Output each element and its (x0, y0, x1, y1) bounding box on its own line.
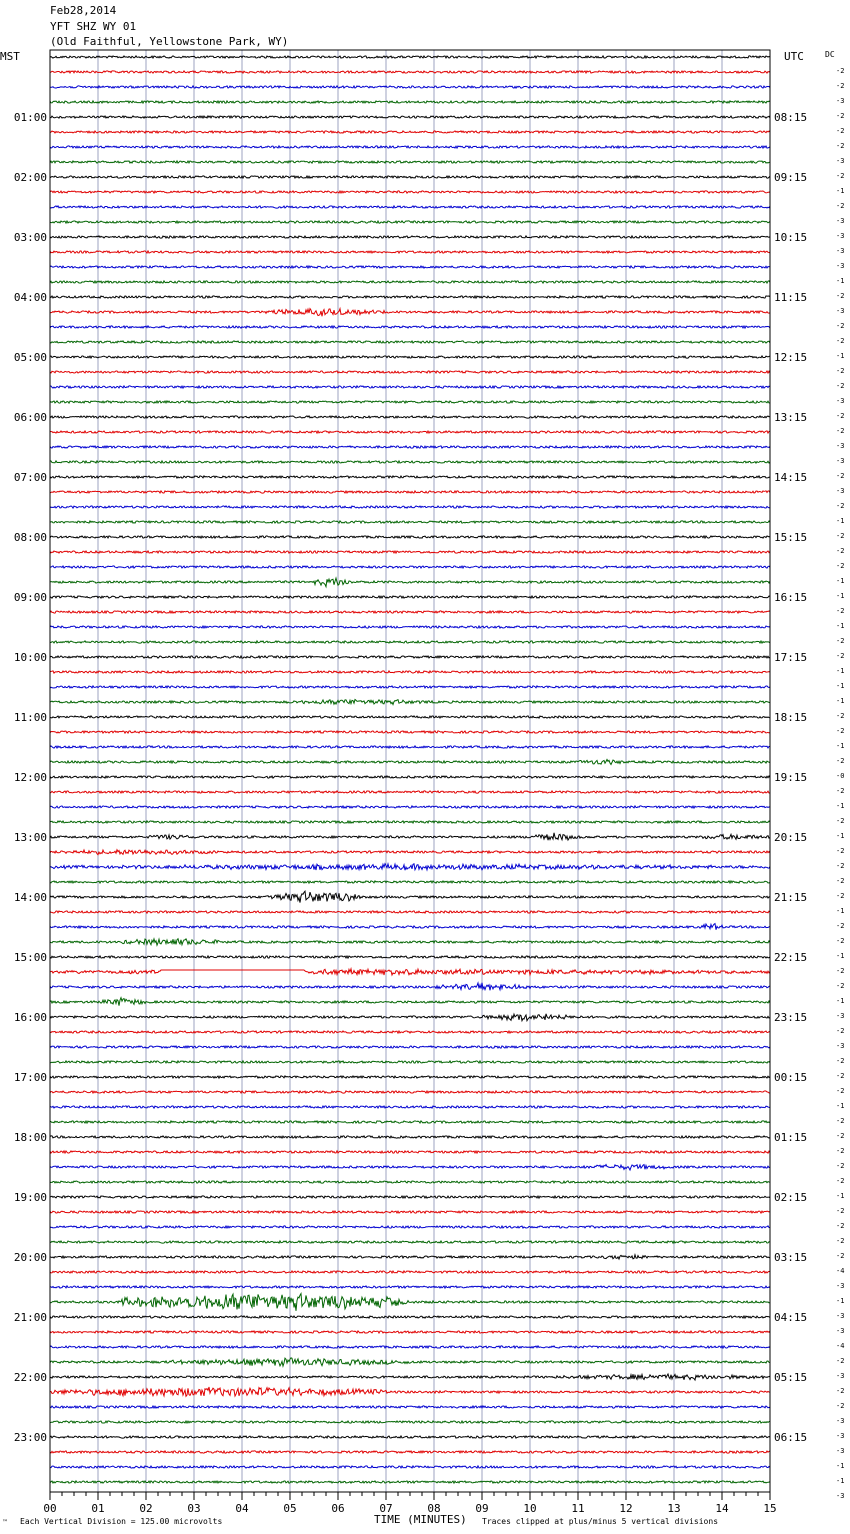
dc-offset-label: -2 (836, 1072, 845, 1080)
trace-line (50, 671, 770, 673)
trace-line (50, 1136, 770, 1138)
dc-offset-label: -3 (836, 1327, 845, 1335)
station-code: YFT SHZ WY 01 (50, 20, 137, 33)
dc-offset-label: -2 (836, 142, 845, 150)
trace-line (50, 641, 770, 643)
trace-line (50, 891, 770, 902)
trace-line (50, 356, 770, 358)
dc-offset-label: -2 (836, 1222, 845, 1230)
trace-line (50, 911, 770, 913)
x-tick-label: 00 (43, 1502, 57, 1515)
trace-line (50, 521, 770, 523)
dc-offset-label: -1 (836, 907, 845, 915)
utc-hour-label: 05:15 (774, 1371, 808, 1384)
dc-offset-label: -1 (836, 832, 845, 840)
trace-line (50, 176, 770, 178)
trace-line (50, 416, 770, 418)
dc-offset-label: -1 (836, 1477, 845, 1485)
x-tick-label: 04 (235, 1502, 249, 1515)
mst-hour-label: 07:00 (13, 471, 47, 484)
utc-hour-label: 03:15 (774, 1251, 808, 1264)
dc-offset-label: -3 (836, 1042, 845, 1050)
trace-line (50, 821, 770, 823)
mst-hour-label: 14:00 (13, 891, 47, 904)
dc-offset-label: -2 (836, 502, 845, 510)
dc-offset-label: -2 (836, 727, 845, 735)
trace-line (50, 1406, 770, 1408)
mst-hour-label: 18:00 (13, 1131, 47, 1144)
mst-hour-label: 08:00 (13, 531, 47, 544)
trace-line (50, 1211, 770, 1213)
trace-line (50, 101, 770, 103)
trace-line (50, 969, 770, 975)
right-axis-title: UTC (784, 50, 804, 63)
dc-offset-label: -4 (836, 1342, 845, 1350)
trace-line (50, 1286, 770, 1288)
trace-line (50, 1061, 770, 1063)
utc-hour-label: 12:15 (774, 351, 808, 364)
utc-hour-label: 13:15 (774, 411, 808, 424)
x-tick-label: 14 (715, 1502, 729, 1515)
trace-line (50, 1014, 770, 1021)
trace-line (50, 578, 770, 587)
dc-offset-label: -1 (836, 517, 845, 525)
trace-line (50, 446, 770, 448)
dc-offset-label: -1 (836, 352, 845, 360)
trace-line (50, 1255, 770, 1259)
mst-hour-label: 11:00 (13, 711, 47, 724)
dc-offset-label: -2 (836, 967, 845, 975)
trace-line (50, 1031, 770, 1033)
trace-line (50, 1106, 770, 1108)
dc-title: DC (825, 50, 835, 59)
mst-hour-label: 06:00 (13, 411, 47, 424)
trace-line (50, 864, 770, 871)
dc-offset-label: -3 (836, 232, 845, 240)
scale-note: Each Vertical Division = 125.00 microvolts (20, 1517, 223, 1526)
trace-line (50, 56, 770, 58)
x-tick-label: 06 (331, 1502, 345, 1515)
x-tick-label: 07 (379, 1502, 393, 1515)
dc-offset-label: -2 (836, 1252, 845, 1260)
dc-offset-label: -2 (836, 1162, 845, 1170)
mst-hour-label: 12:00 (13, 771, 47, 784)
utc-hour-label: 16:15 (774, 591, 808, 604)
dc-offset-label: -2 (836, 322, 845, 330)
trace-line (50, 1076, 770, 1078)
dc-offset-label: -2 (836, 787, 845, 795)
trace-line (50, 716, 770, 718)
trace-line (50, 1316, 770, 1318)
dc-offset-label: -3 (836, 442, 845, 450)
trace-line (50, 1436, 770, 1438)
trace-line (50, 1226, 770, 1228)
dc-offset-label: -2 (836, 127, 845, 135)
utc-hour-label: 21:15 (774, 891, 808, 904)
dc-offset-label: -3 (836, 97, 845, 105)
dc-offset-label: -2 (836, 757, 845, 765)
x-tick-label: 02 (139, 1502, 153, 1515)
trace-line (50, 476, 770, 478)
dc-offset-label: -0 (836, 772, 845, 780)
dc-offset-label: -3 (836, 157, 845, 165)
mst-hour-label: 09:00 (13, 591, 47, 604)
trace-line (50, 1374, 770, 1380)
trace-line (50, 1346, 770, 1348)
x-tick-label: 13 (667, 1502, 681, 1515)
trace-line (50, 206, 770, 208)
trace-line (50, 776, 770, 778)
trace-line (50, 686, 770, 688)
trace-line (50, 371, 770, 373)
x-axis-title: TIME (MINUTES) (374, 1513, 467, 1526)
dc-offset-label: -3 (836, 1417, 845, 1425)
x-tick-label: 10 (523, 1502, 537, 1515)
dc-offset-label: -1 (836, 952, 845, 960)
trace-line (50, 1046, 770, 1048)
utc-hour-label: 01:15 (774, 1131, 808, 1144)
trace-line (50, 881, 770, 883)
trace-line (50, 924, 770, 930)
dc-offset-label: -2 (836, 712, 845, 720)
dc-offset-label: -2 (836, 1387, 845, 1395)
trace-line (50, 161, 770, 163)
trace-line (50, 1151, 770, 1153)
dc-offset-label: -1 (836, 667, 845, 675)
utc-hour-label: 11:15 (774, 291, 808, 304)
dc-offset-label: -2 (836, 337, 845, 345)
trace-line (50, 221, 770, 223)
trace-line (50, 998, 770, 1006)
trace-line (50, 983, 770, 991)
trace-line (50, 386, 770, 388)
dc-offset-label: -1 (836, 697, 845, 705)
dc-offset-label: -2 (836, 1087, 845, 1095)
trace-line (50, 1271, 770, 1273)
left-hour-labels (14, 111, 47, 1444)
dc-offset-label: -2 (836, 817, 845, 825)
utc-hour-label: 14:15 (774, 471, 808, 484)
utc-hour-label: 15:15 (774, 531, 808, 544)
dc-offset-label: -3 (836, 1282, 845, 1290)
trace-line (50, 956, 770, 958)
trace-line (50, 506, 770, 508)
mst-hour-label: 04:00 (13, 291, 47, 304)
trace-line (50, 116, 770, 118)
trace-line (50, 1165, 770, 1171)
trace-line (50, 191, 770, 193)
dc-offset-label: -2 (836, 982, 845, 990)
dc-offset-label: -2 (836, 1207, 845, 1215)
trace-line (50, 266, 770, 268)
dc-offset-label: -2 (836, 1057, 845, 1065)
trace-line (50, 760, 770, 765)
mst-hour-label: 01:00 (13, 111, 47, 124)
dc-offset-label: -2 (836, 1132, 845, 1140)
dc-offset-label: -3 (836, 1447, 845, 1455)
dc-offset-label: -1 (836, 742, 845, 750)
trace-line (50, 281, 770, 283)
trace-line (50, 326, 770, 328)
trace-line (50, 551, 770, 553)
dc-offset-label: -2 (836, 1027, 845, 1035)
trace-line (50, 1196, 770, 1198)
dc-offset-label: -2 (836, 67, 845, 75)
trace-line (50, 1181, 770, 1183)
footer-marker: ™ (2, 1519, 8, 1526)
trace-line (50, 939, 770, 946)
dc-offset-label: -1 (836, 277, 845, 285)
utc-hour-label: 22:15 (774, 951, 808, 964)
station-location: (Old Faithful, Yellowstone Park, WY) (50, 35, 289, 48)
trace-line (50, 700, 770, 705)
utc-hour-label: 17:15 (774, 651, 808, 664)
x-tick-label: 09 (475, 1502, 489, 1515)
dc-offset-label: -3 (836, 457, 845, 465)
mst-hour-label: 02:00 (13, 171, 47, 184)
trace-line (50, 833, 770, 840)
dc-offset-label: -2 (836, 472, 845, 480)
trace-line (50, 309, 770, 317)
dc-offset-label: -4 (836, 1267, 845, 1275)
dc-offset-label: -1 (836, 682, 845, 690)
trace-line (50, 146, 770, 148)
x-tick-label: 11 (571, 1502, 585, 1515)
dc-offset-label: -2 (836, 172, 845, 180)
dc-offset-label: -1 (836, 802, 845, 810)
dc-offset-label: -2 (836, 862, 845, 870)
left-axis-title: MST (0, 50, 20, 63)
trace-line (50, 850, 770, 855)
dc-offset-label: -1 (836, 1102, 845, 1110)
dc-offset-label: -2 (836, 637, 845, 645)
trace-line (50, 1331, 770, 1333)
trace-line (50, 536, 770, 538)
utc-hour-label: 04:15 (774, 1311, 808, 1324)
dc-offset-label: -2 (836, 1402, 845, 1410)
trace-line (50, 296, 770, 298)
mst-hour-label: 23:00 (13, 1431, 47, 1444)
x-tick-label: 05 (283, 1502, 297, 1515)
dc-offset-label: -3 (836, 1432, 845, 1440)
trace-line (50, 1241, 770, 1243)
mst-hour-label: 15:00 (13, 951, 47, 964)
dc-offset-label: -2 (836, 652, 845, 660)
dc-offset-label: -1 (836, 592, 845, 600)
dc-offset-label: -2 (836, 847, 845, 855)
x-tick-label: 01 (91, 1502, 105, 1515)
trace-line (50, 626, 770, 628)
utc-hour-label: 02:15 (774, 1191, 808, 1204)
clip-note: Traces clipped at plus/minus 5 vertical divisions (482, 1517, 719, 1526)
utc-hour-label: 00:15 (774, 1071, 808, 1084)
trace-line (50, 461, 770, 463)
trace-line (50, 656, 770, 658)
dc-offset-label: -3 (836, 487, 845, 495)
trace-line (50, 791, 770, 793)
trace-line (50, 566, 770, 568)
dc-offset-label: -2 (836, 532, 845, 540)
trace-line (50, 236, 770, 238)
mst-hour-label: 13:00 (13, 831, 47, 844)
seismic-traces (50, 56, 770, 1483)
dc-offset-label: -3 (836, 217, 845, 225)
trace-line (50, 1091, 770, 1093)
x-axis (43, 1492, 776, 1515)
dc-offset-labels (836, 67, 844, 1500)
trace-line (50, 1387, 770, 1396)
dc-offset-label: -3 (836, 247, 845, 255)
dc-offset-label: -2 (836, 382, 845, 390)
trace-line (50, 491, 770, 493)
dc-offset-label: -2 (836, 367, 845, 375)
trace-line (50, 131, 770, 133)
dc-offset-label: -2 (836, 427, 845, 435)
mst-hour-label: 19:00 (13, 1191, 47, 1204)
trace-line (50, 251, 770, 253)
trace-line (50, 1421, 770, 1423)
dc-offset-label: -2 (836, 1177, 845, 1185)
trace-line (50, 596, 770, 598)
right-hour-labels (774, 111, 807, 1444)
trace-line (50, 71, 770, 73)
dc-offset-label: -1 (836, 577, 845, 585)
trace-line (50, 431, 770, 433)
trace-line (50, 1481, 770, 1483)
mst-hour-label: 20:00 (13, 1251, 47, 1264)
dc-offset-label: -3 (836, 1012, 845, 1020)
dc-offset-label: -2 (836, 82, 845, 90)
dc-offset-label: -2 (836, 1237, 845, 1245)
dc-offset-label: -3 (836, 1312, 845, 1320)
dc-offset-label: -2 (836, 562, 845, 570)
dc-offset-label: -1 (836, 622, 845, 630)
dc-offset-label: -2 (836, 607, 845, 615)
x-tick-label: 03 (187, 1502, 201, 1515)
utc-hour-label: 23:15 (774, 1011, 808, 1024)
x-tick-label: 08 (427, 1502, 441, 1515)
dc-offset-label: -2 (836, 892, 845, 900)
dc-offset-label: -3 (836, 307, 845, 315)
trace-line (50, 611, 770, 613)
utc-hour-label: 19:15 (774, 771, 808, 784)
dc-offset-label: -2 (836, 1357, 845, 1365)
trace-line (50, 1451, 770, 1453)
dc-offset-label: -1 (836, 997, 845, 1005)
dc-offset-label: -1 (836, 1462, 845, 1470)
trace-line (50, 1294, 770, 1311)
dc-offset-label: -2 (836, 1147, 845, 1155)
dc-offset-label: -2 (836, 292, 845, 300)
trace-line (50, 1358, 770, 1366)
dc-offset-label: -2 (836, 877, 845, 885)
mst-hour-label: 10:00 (13, 651, 47, 664)
mst-hour-label: 16:00 (13, 1011, 47, 1024)
utc-hour-label: 06:15 (774, 1431, 808, 1444)
trace-line (50, 1466, 770, 1468)
dc-offset-label: -3 (836, 397, 845, 405)
trace-line (50, 731, 770, 733)
dc-offset-label: -2 (836, 202, 845, 210)
dc-offset-label: -1 (836, 187, 845, 195)
utc-hour-label: 10:15 (774, 231, 808, 244)
utc-hour-label: 20:15 (774, 831, 808, 844)
utc-hour-label: 18:15 (774, 711, 808, 724)
mst-hour-label: 21:00 (13, 1311, 47, 1324)
mst-hour-label: 22:00 (13, 1371, 47, 1384)
dc-offset-label: -1 (836, 1192, 845, 1200)
utc-hour-label: 09:15 (774, 171, 808, 184)
utc-hour-label: 08:15 (774, 111, 808, 124)
dc-offset-label: -2 (836, 937, 845, 945)
plot-date: Feb28,2014 (50, 4, 117, 17)
dc-offset-label: -3 (836, 1492, 845, 1500)
trace-line (50, 746, 770, 748)
dc-offset-label: -2 (836, 547, 845, 555)
mst-hour-label: 03:00 (13, 231, 47, 244)
x-tick-label: 12 (619, 1502, 633, 1515)
x-tick-label: 15 (763, 1502, 777, 1515)
dc-offset-label: -3 (836, 1372, 845, 1380)
trace-line (50, 806, 770, 808)
trace-line (50, 1121, 770, 1123)
trace-line (50, 341, 770, 343)
dc-offset-label: -2 (836, 922, 845, 930)
dc-offset-label: -2 (836, 1117, 845, 1125)
dc-offset-label: -1 (836, 1297, 845, 1305)
mst-hour-label: 05:00 (13, 351, 47, 364)
dc-offset-label: -2 (836, 412, 845, 420)
dc-offset-label: -3 (836, 262, 845, 270)
trace-line (50, 401, 770, 403)
trace-line (50, 86, 770, 88)
mst-hour-label: 17:00 (13, 1071, 47, 1084)
dc-offset-label: -2 (836, 112, 845, 120)
